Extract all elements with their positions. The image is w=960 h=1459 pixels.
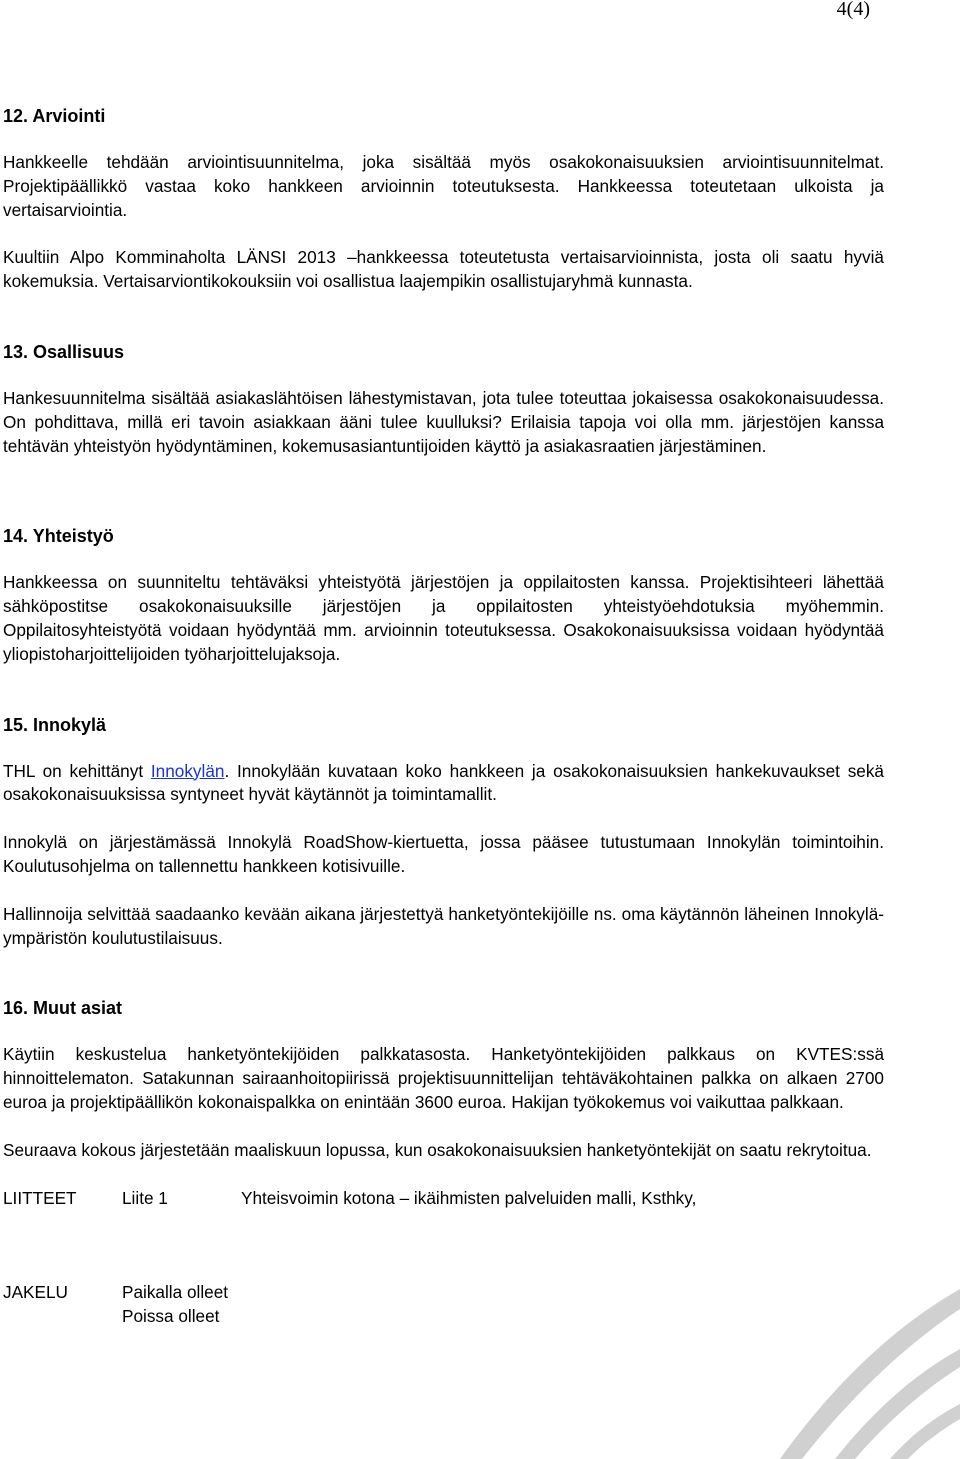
section-heading-14: 14. Yhteistyö xyxy=(3,526,114,547)
attachment-id: Liite 1 xyxy=(122,1187,168,1208)
attachment-title: Yhteisvoimin kotona – ikäihmisten palveluiden malli, Ksthky, xyxy=(241,1187,697,1208)
distribution-label: JAKELU xyxy=(3,1281,68,1302)
innokyla-link[interactable]: Innokylän xyxy=(150,760,225,781)
corner-decoration-graphic xyxy=(740,1269,960,1459)
decoration-swoosh-2 xyxy=(835,1349,960,1459)
section-heading-12: 12. Arviointi xyxy=(3,106,106,126)
page-number: 4(4) xyxy=(836,0,870,20)
section-15-paragraph-2: Innokylä on järjestämässä Innokylä RoadShow-kiertuetta, jossa pääsee tutustumaan Innokylän toimintoihin. Koulutusohjelma on tallennettu hankkeen kotisivuille. xyxy=(3,832,884,876)
section-12-paragraph-2: Kuultiin Alpo Komminaholta LÄNSI 2013 –hankkeessa toteutetusta vertaisarvioinnista, josta oli saatu hyviä kokemuksia. Vertaisarviontikokouksiin voi osallistua laajempikin osallistujaryhmä kunnasta. xyxy=(3,247,884,292)
section-heading-16: 16. Muut asiat xyxy=(3,998,123,1019)
paragraph-text: THL on kehittänyt xyxy=(3,760,151,781)
section-12-paragraph-1: Hankkeelle tehdään arviointisuunnitelma, joka sisältää myös osakokonaisuuksien arviointisuunnitelmat. Projektipäällikkö vastaa koko hankkeen arvioinnin toteutuksesta. Hankkeessa toteutetaan ulkoista ja vertaisarviointia. xyxy=(3,152,884,220)
attachments-label: LIITTEET xyxy=(3,1187,77,1208)
distribution-absent: Poissa olleet xyxy=(122,1305,220,1326)
section-heading-13: 13. Osallisuus xyxy=(3,341,125,362)
paragraph-text: . Innokylään kuvataan koko hankkeen ja osakokonaisuuksien hankekuvaukset sekä osakokonaisuuksissa syntyneet hyvät käytännöt ja toimintamallit. xyxy=(3,760,884,805)
section-14-paragraph-1: Hankkeessa on suunniteltu tehtäväksi yhteistyötä järjestöjen ja oppilaitosten kanssa. Projektisihteeri lähettää sähköpostitse osakokonaisuuksille järjestöjen ja oppilaitosten yhteistyöehdotuksia myöhemmin. Oppilaitosyhteistyötä voidaan hyödyntää mm. arvioinnin toteutuksessa. Osakokonaisuuksissa voidaan hyödyntää yliopistoharjoittelijoiden työharjoittelujaksoja. xyxy=(3,572,884,664)
section-16-paragraph-2: Seuraava kokous järjestetään maaliskuun lopussa, kun osakokonaisuuksien hanketyöntekijät on saatu rekrytoitua. xyxy=(3,1139,872,1160)
section-16-paragraph-1: Käytiin keskustelua hanketyöntekijöiden palkkatasosta. Hanketyöntekijöiden palkkaus on KVTES:ssä hinnoittelematon. Satakunnan sairaanhoitopiirissä projektisuunnittelijan tehtäväkohtainen palkka on alkaen 2700 euroa ja projektipäällikön kokonaispalkka on enintään 3600 euroa. Hakijan työkokemus voi vaikuttaa palkkaan. xyxy=(3,1044,884,1112)
document-body xyxy=(3,104,884,1329)
section-heading-15: 15. Innokylä xyxy=(3,714,107,735)
section-15-paragraph-1 xyxy=(3,760,884,808)
distribution-present: Paikalla olleet xyxy=(122,1281,229,1302)
section-13-paragraph-1: Hankesuunnitelma sisältää asiakaslähtöisen lähestymistavan, jota tulee toteuttaa jokaisessa osakokonaisuudessa. On pohdittava, millä eri tavoin asiakkaan ääni tulee kuulluksi? Erilaisia tapoja voi olla mm. järjestöjen kanssa tehtävän yhteistyön hyödyntäminen, kokemusasiantuntijoiden käyttö ja asiakasraatien järjestäminen. xyxy=(3,387,884,456)
section-15-paragraph-3: Hallinnoija selvittää saadaanko kevään aikana järjestettyä hanketyöntekijöille ns. oma käytännön läheinen Innokylä-ympäristön koulutustilaisuus. xyxy=(3,903,884,948)
attachments-row xyxy=(3,1187,884,1211)
